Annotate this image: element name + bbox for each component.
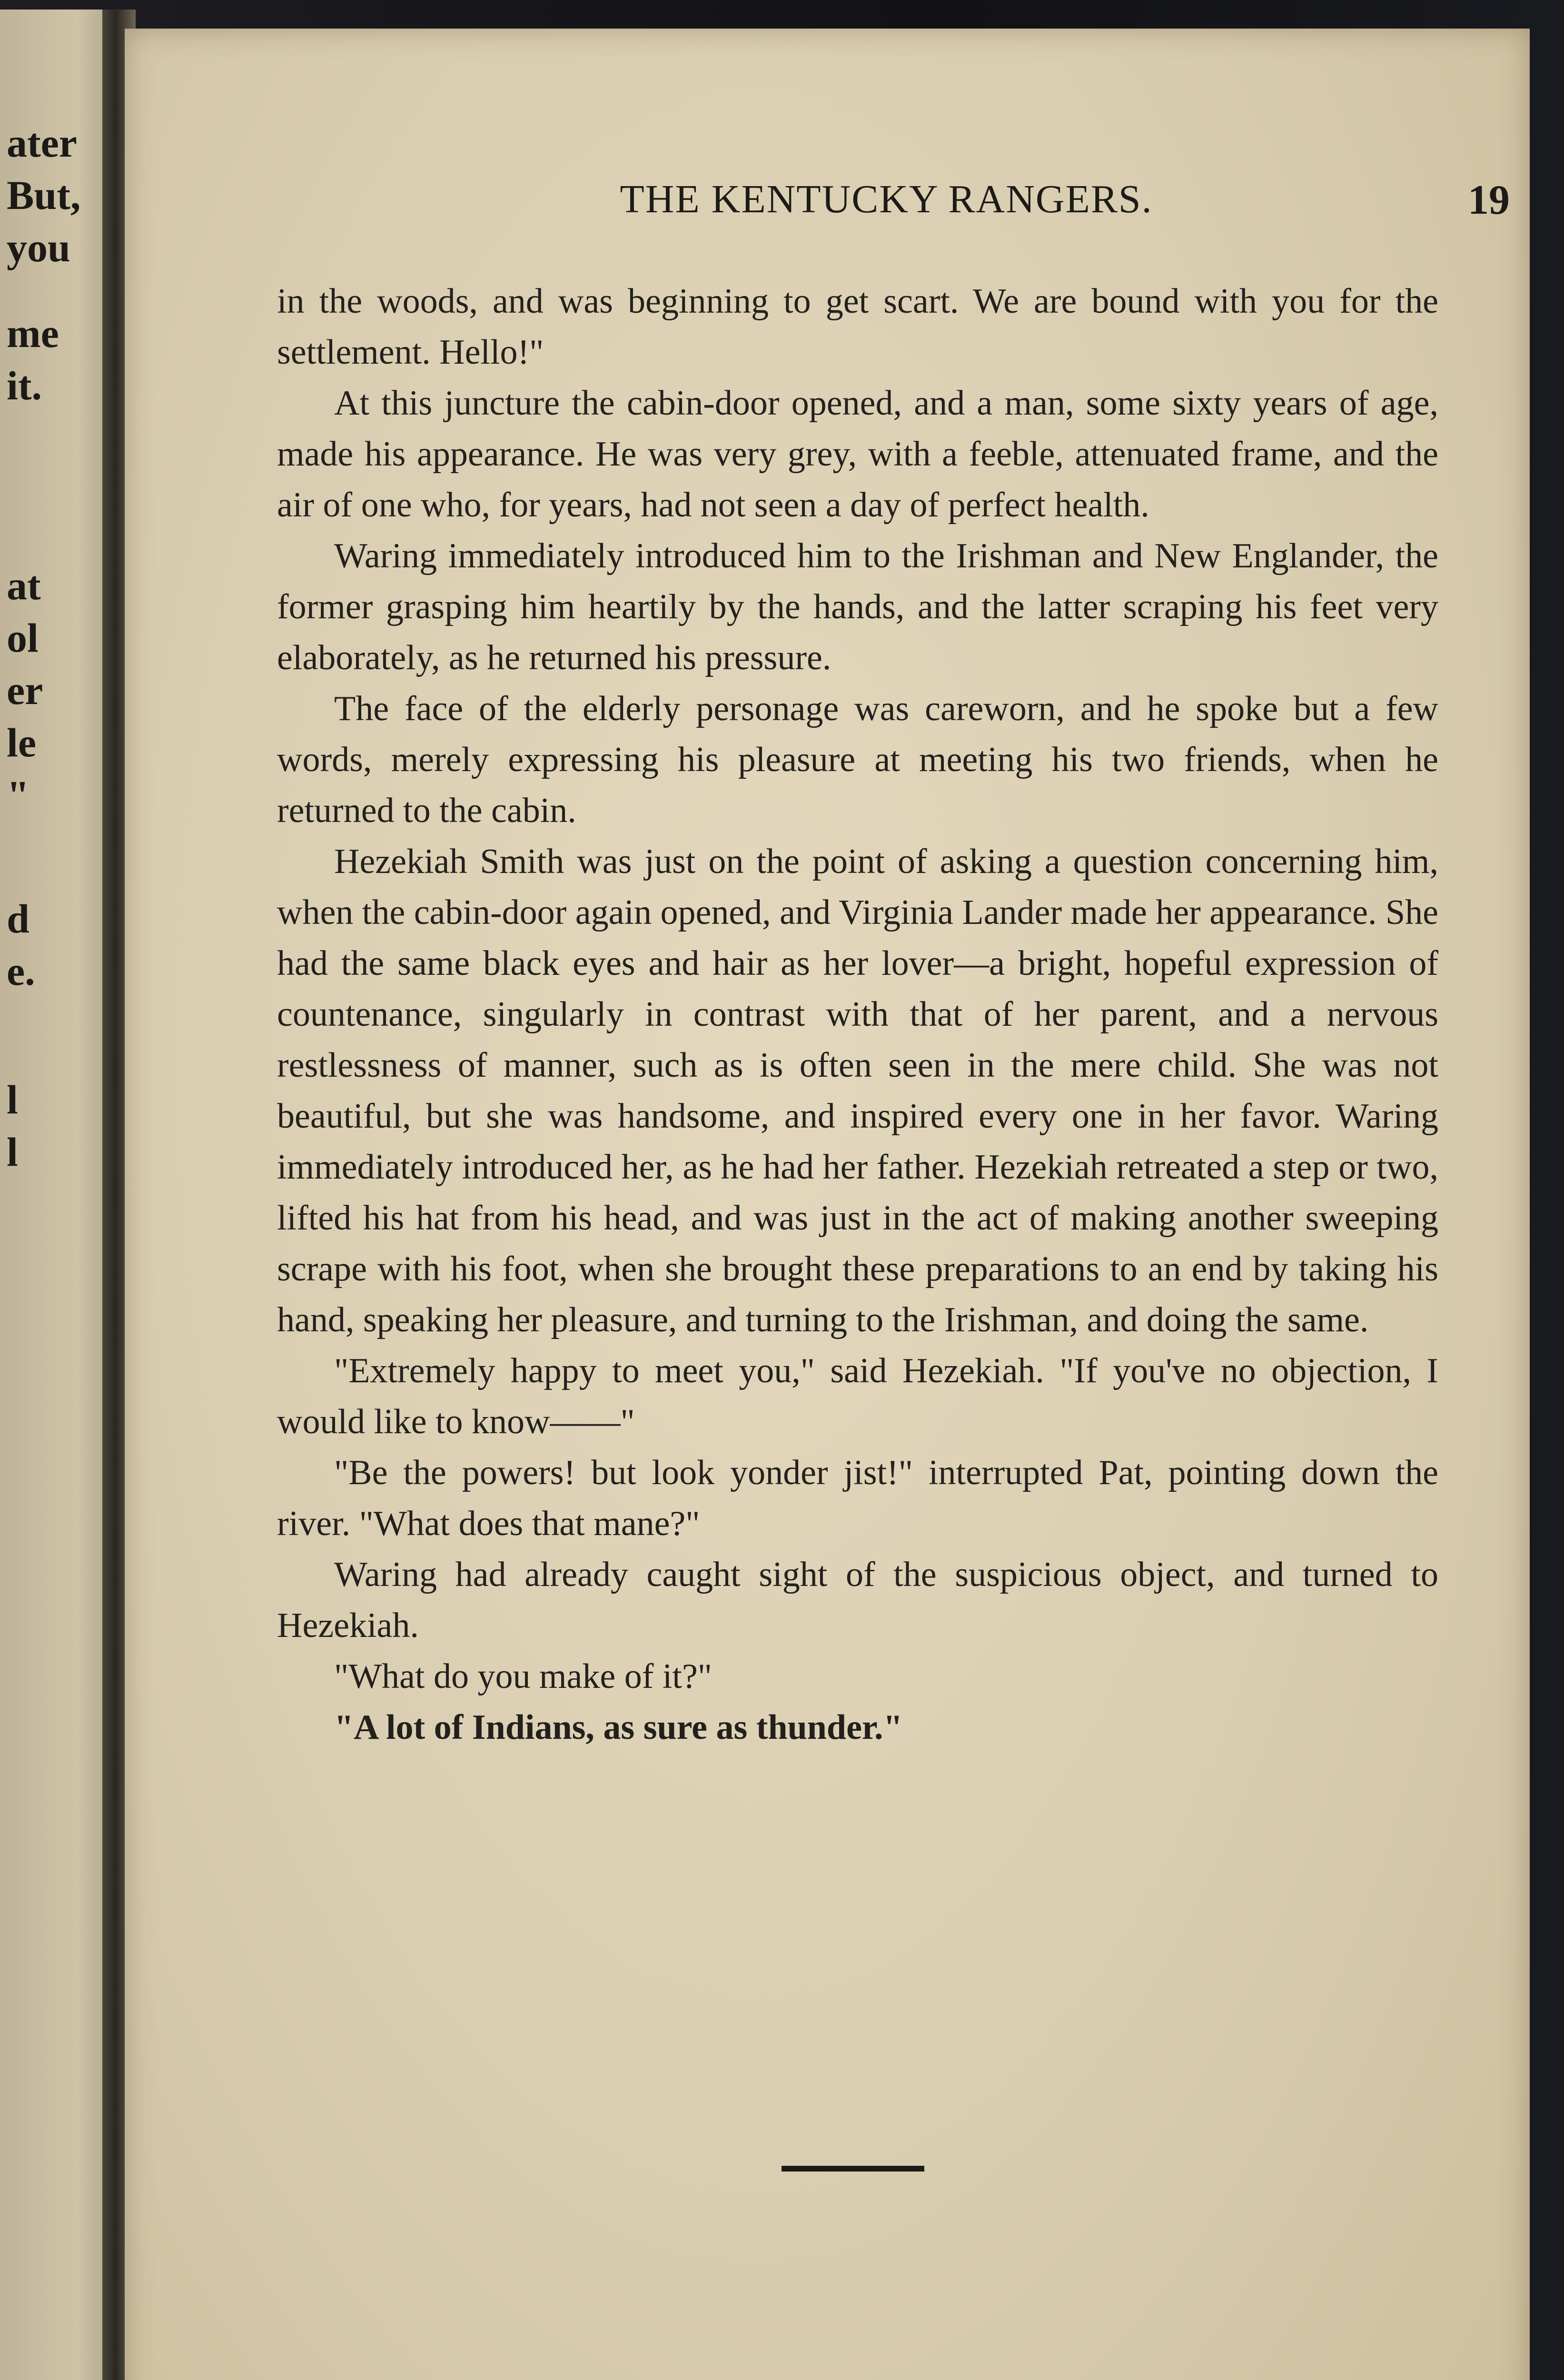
facing-page-fragment: e. (7, 948, 35, 994)
facing-page-fragment: le (7, 720, 37, 765)
paragraph: Waring immediately introduced him to the Irishman and New Englander, the former grasping him heartily by the hands, and the latter scraping his feet very elaborately, as he returned his pressure. (277, 536, 1438, 677)
facing-page-fragment: me (7, 310, 59, 356)
facing-page-fragment: l (7, 1077, 18, 1122)
paragraph: "Extremely happy to meet you," said Hezekiah. "If you've no objection, I would like to know——" (277, 1351, 1438, 1441)
paragraph: "A lot of Indians, as sure as thunder." (334, 1708, 903, 1747)
paragraph: in the woods, and was beginning to get scart. We are bound with you for the settlement. Hello!" (277, 282, 1438, 372)
paragraph: At this juncture the cabin-door opened, and a man, some sixty years of age, made his appearance. He was very grey, with a feeble, attenuated frame, and the air of one who, for years, had not seen a day of perfect health. (277, 384, 1438, 525)
book-page (125, 29, 1530, 2380)
running-title: THE KENTUCKY RANGERS. (620, 177, 1153, 221)
facing-page-fragment: ol (7, 615, 39, 661)
end-rule (782, 2166, 924, 2172)
facing-page-fragment: d (7, 896, 30, 942)
paragraph: Hezekiah Smith was just on the point of asking a question concerning him, when the cabin-door again opened, and Virginia Lander made her appearance. She had the same black eyes and hair as her lover—a bright, hopeful expression of countenance, singularly in contrast with that of her parent, and a nervous restlessness of manner, such as is often seen in the mere child. She was not beautiful, but she was handsome, and inspired every one in her favor. Waring immediately introduced her, as he had her father. Hezekiah retreated a step or two, lifted his hat from his head, and was just in the act of making another sweeping scrape with his foot, when she brought these preparations to an end by taking his hand, speaking her pleasure, and turning to the Irishman, and doing the same. (277, 842, 1438, 1339)
facing-page-fragment: you (7, 225, 70, 270)
facing-page-fragment: it. (7, 363, 42, 408)
paragraph: Waring had already caught sight of the suspicious object, and turned to Hezekiah. (277, 1555, 1438, 1645)
facing-page-fragment: ater (7, 120, 77, 166)
paragraph: "Be the powers! but look yonder jist!" interrupted Pat, pointing down the river. "What does that mane?" (277, 1453, 1438, 1543)
facing-page-fragment: er (7, 667, 43, 713)
facing-page-fragment: But, (7, 172, 81, 218)
paragraph: The face of the elderly personage was careworn, and he spoke but a few words, merely expressing his pleasure at meeting his two friends, when he returned to the cabin. (277, 689, 1438, 830)
running-header (410, 176, 1510, 233)
facing-page-fragment: l (7, 1129, 18, 1175)
body-text (277, 276, 1438, 1753)
facing-page-fragment: at (7, 563, 41, 608)
facing-page-fragment: " (7, 772, 30, 818)
page-number: 19 (1468, 177, 1510, 223)
facing-page-edge (0, 10, 109, 2380)
paragraph: "What do you make of it?" (334, 1657, 713, 1696)
